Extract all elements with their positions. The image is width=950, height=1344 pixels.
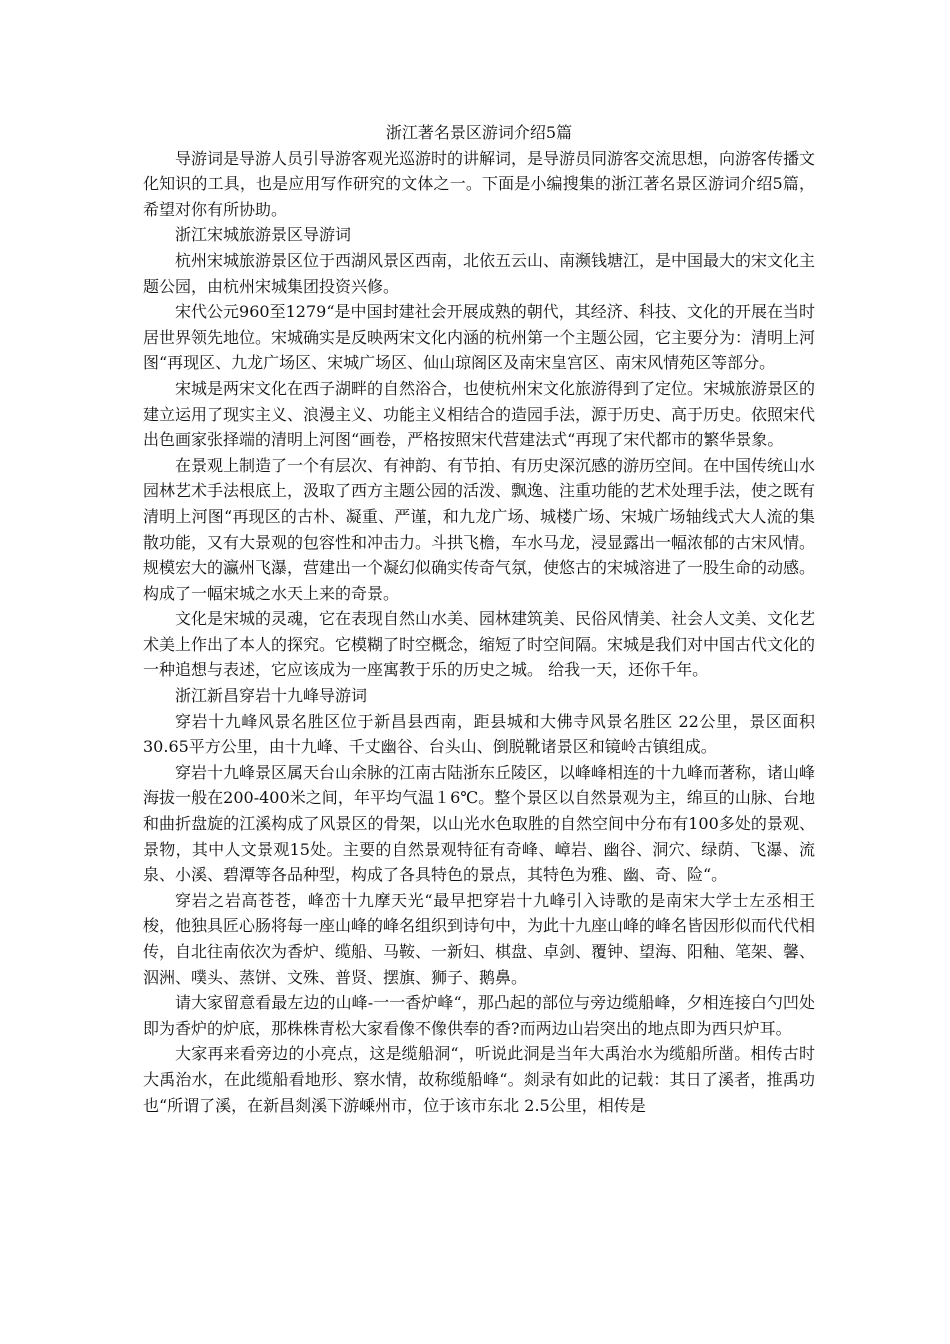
body-paragraph: 请大家留意看最左边的山峰-一一香炉峰“，那凸起的部位与旁边缆船峰，夕相连接白勺凹处即为香炉的炉底，那株株青松大家看像不像供奉的香?而两边山岩突出的地点即为西只炉耳。 [143,993,815,1038]
body-paragraph: 宋城是两宋文化在西子湖畔的自然浴合，也使杭州宋文化旅游得到了定位。宋城旅游景区的建立运用了现实主义、浪漫主义、功能主义相结合的造园手法，源于历史、高于历史。依照宋代出色画家张择端的清明上河图“画卷，严格按照宋代营建法式“再现了宋代都市的繁华景象。 [143,378,816,450]
section-heading-songcheng: 浙江宋城旅游景区导游词 [175,225,352,245]
document-title: 浙江著名景区游词介绍5篇 [385,123,573,142]
body-paragraph: 大家再来看旁边的小亮点，这是缆船洞“，听说此洞是当年大禹治水为缆船所凿。相传古时大禹治水，在此缆船看地形、察水情，故称缆船峰“。剡录有如此的记载：其日了溪者，推禹功也“所谓了溪，在新昌剡溪下游嵊州市，位于该市东北 2.5公里，相传是 [143,1044,815,1115]
body-paragraph: 穿岩之岩高苍苍，峰峦十九摩天光“最早把穿岩十九峰引入诗歌的是南宋大学士左丞相王梭，他独具匠心肠将每一座山峰的峰名组织到诗句中，为此十九座山峰的峰名皆因形似而代代相传，自北往南依次为香炉、缆船、马鞍、一新妇、棋盘、卓剑、覆钟、望海、阳釉、笔架、馨、泅洲、噗头、蒸饼、文殊、普贤、摆旗、狮子、鹅鼻。 [143,890,816,987]
body-paragraph: 穿岩十九峰景区属天台山余脉的江南古陆浙东丘陵区，以峰峰相连的十九峰而著称，诸山峰海拔一般在200-400米之间，年平均气温１6℃。整个景区以自然景观为主，绵亘的山脉、台地和曲折盘旋的江溪构成了风景区的骨架，以山光水色取胜的自然空间中分布有100多处的景观、景物，其中人文景观15处。主要的自然景观特征有奇峰、嶂岩、幽谷、洞穴、绿荫、飞瀑、流泉、小溪、碧潭等各品种型，构成了各具特色的景点，其特色为雅、幽、奇、险“。 [143,762,816,885]
body-paragraph: 文化是宋城的灵魂，它在表现自然山水美、园林建筑美、民俗风情美、社会人文美、文化艺术美上作出了本人的探究。它模糊了时空概念，缩短了时空间隔。宋城是我们对中国古代文化的一种追想与表述，它应该成为一座寓教于乐的历史之城。 给我一天，还你千年。 [143,609,816,680]
body-paragraph: 宋代公元960至1279“是中国封建社会开展成熟的朝代，其经济、科技、文化的开展在当时居世界领先地位。宋城确实是反映两宋文化内涵的杭州第一个主题公园，它主要分为：清明上河图“再现区、九龙广场区、宋城广场区、仙山琼阁区及南宋皇宫区、南宋风情苑区等部分。 [143,302,816,373]
intro-paragraph: 导游词是导游人员引导游客观光巡游时的讲解词，是导游员同游客交流思想，向游客传播文化知识的工具，也是应用写作研究的文体之一。下面是小编搜集的浙江著名景区游词介绍5篇，希望对你有所协助。 [143,148,816,219]
body-paragraph: 杭州宋城旅游景区位于西湖风景区西南，北依五云山、南濒钱塘江，是中国最大的宋文化主题公园，由杭州宋城集团投资兴修。 [143,250,816,296]
section-heading-chuanyan: 浙江新昌穿岩十九峰导游词 [175,686,368,706]
body-paragraph: 在景观上制造了一个有层次、有神韵、有节拍、有历史深沉感的游历空间。在中国传统山水园林艺术手法根底上，汲取了西方主题公园的活泼、飘逸、注重功能的艺术处理手法，使之既有清明上河图“再现区的古朴、凝重、严谨，和九龙广场、城楼广场、宋城广场轴线式大人流的集散功能，又有大景观的包容性和冲击力。斗拱飞檐，车水马龙，浸显露出一幅浓郁的古宋风情。规模宏大的瀛州飞瀑，营建出一个凝幻似确实传奇气氛，使悠古的宋城溶进了一股生命的动感。构成了一幅宋城之水天上来的奇景。 [143,455,816,603]
document-page [143,120,815,1118]
body-paragraph: 穿岩十九峰风景名胜区位于新昌县西南，距县城和大佛寺风景名胜区 22公里，景区面积30.65平方公里，由十九峰、千丈幽谷、台头山、倒脱靴诸景区和镜岭古镇组成。 [143,711,815,757]
